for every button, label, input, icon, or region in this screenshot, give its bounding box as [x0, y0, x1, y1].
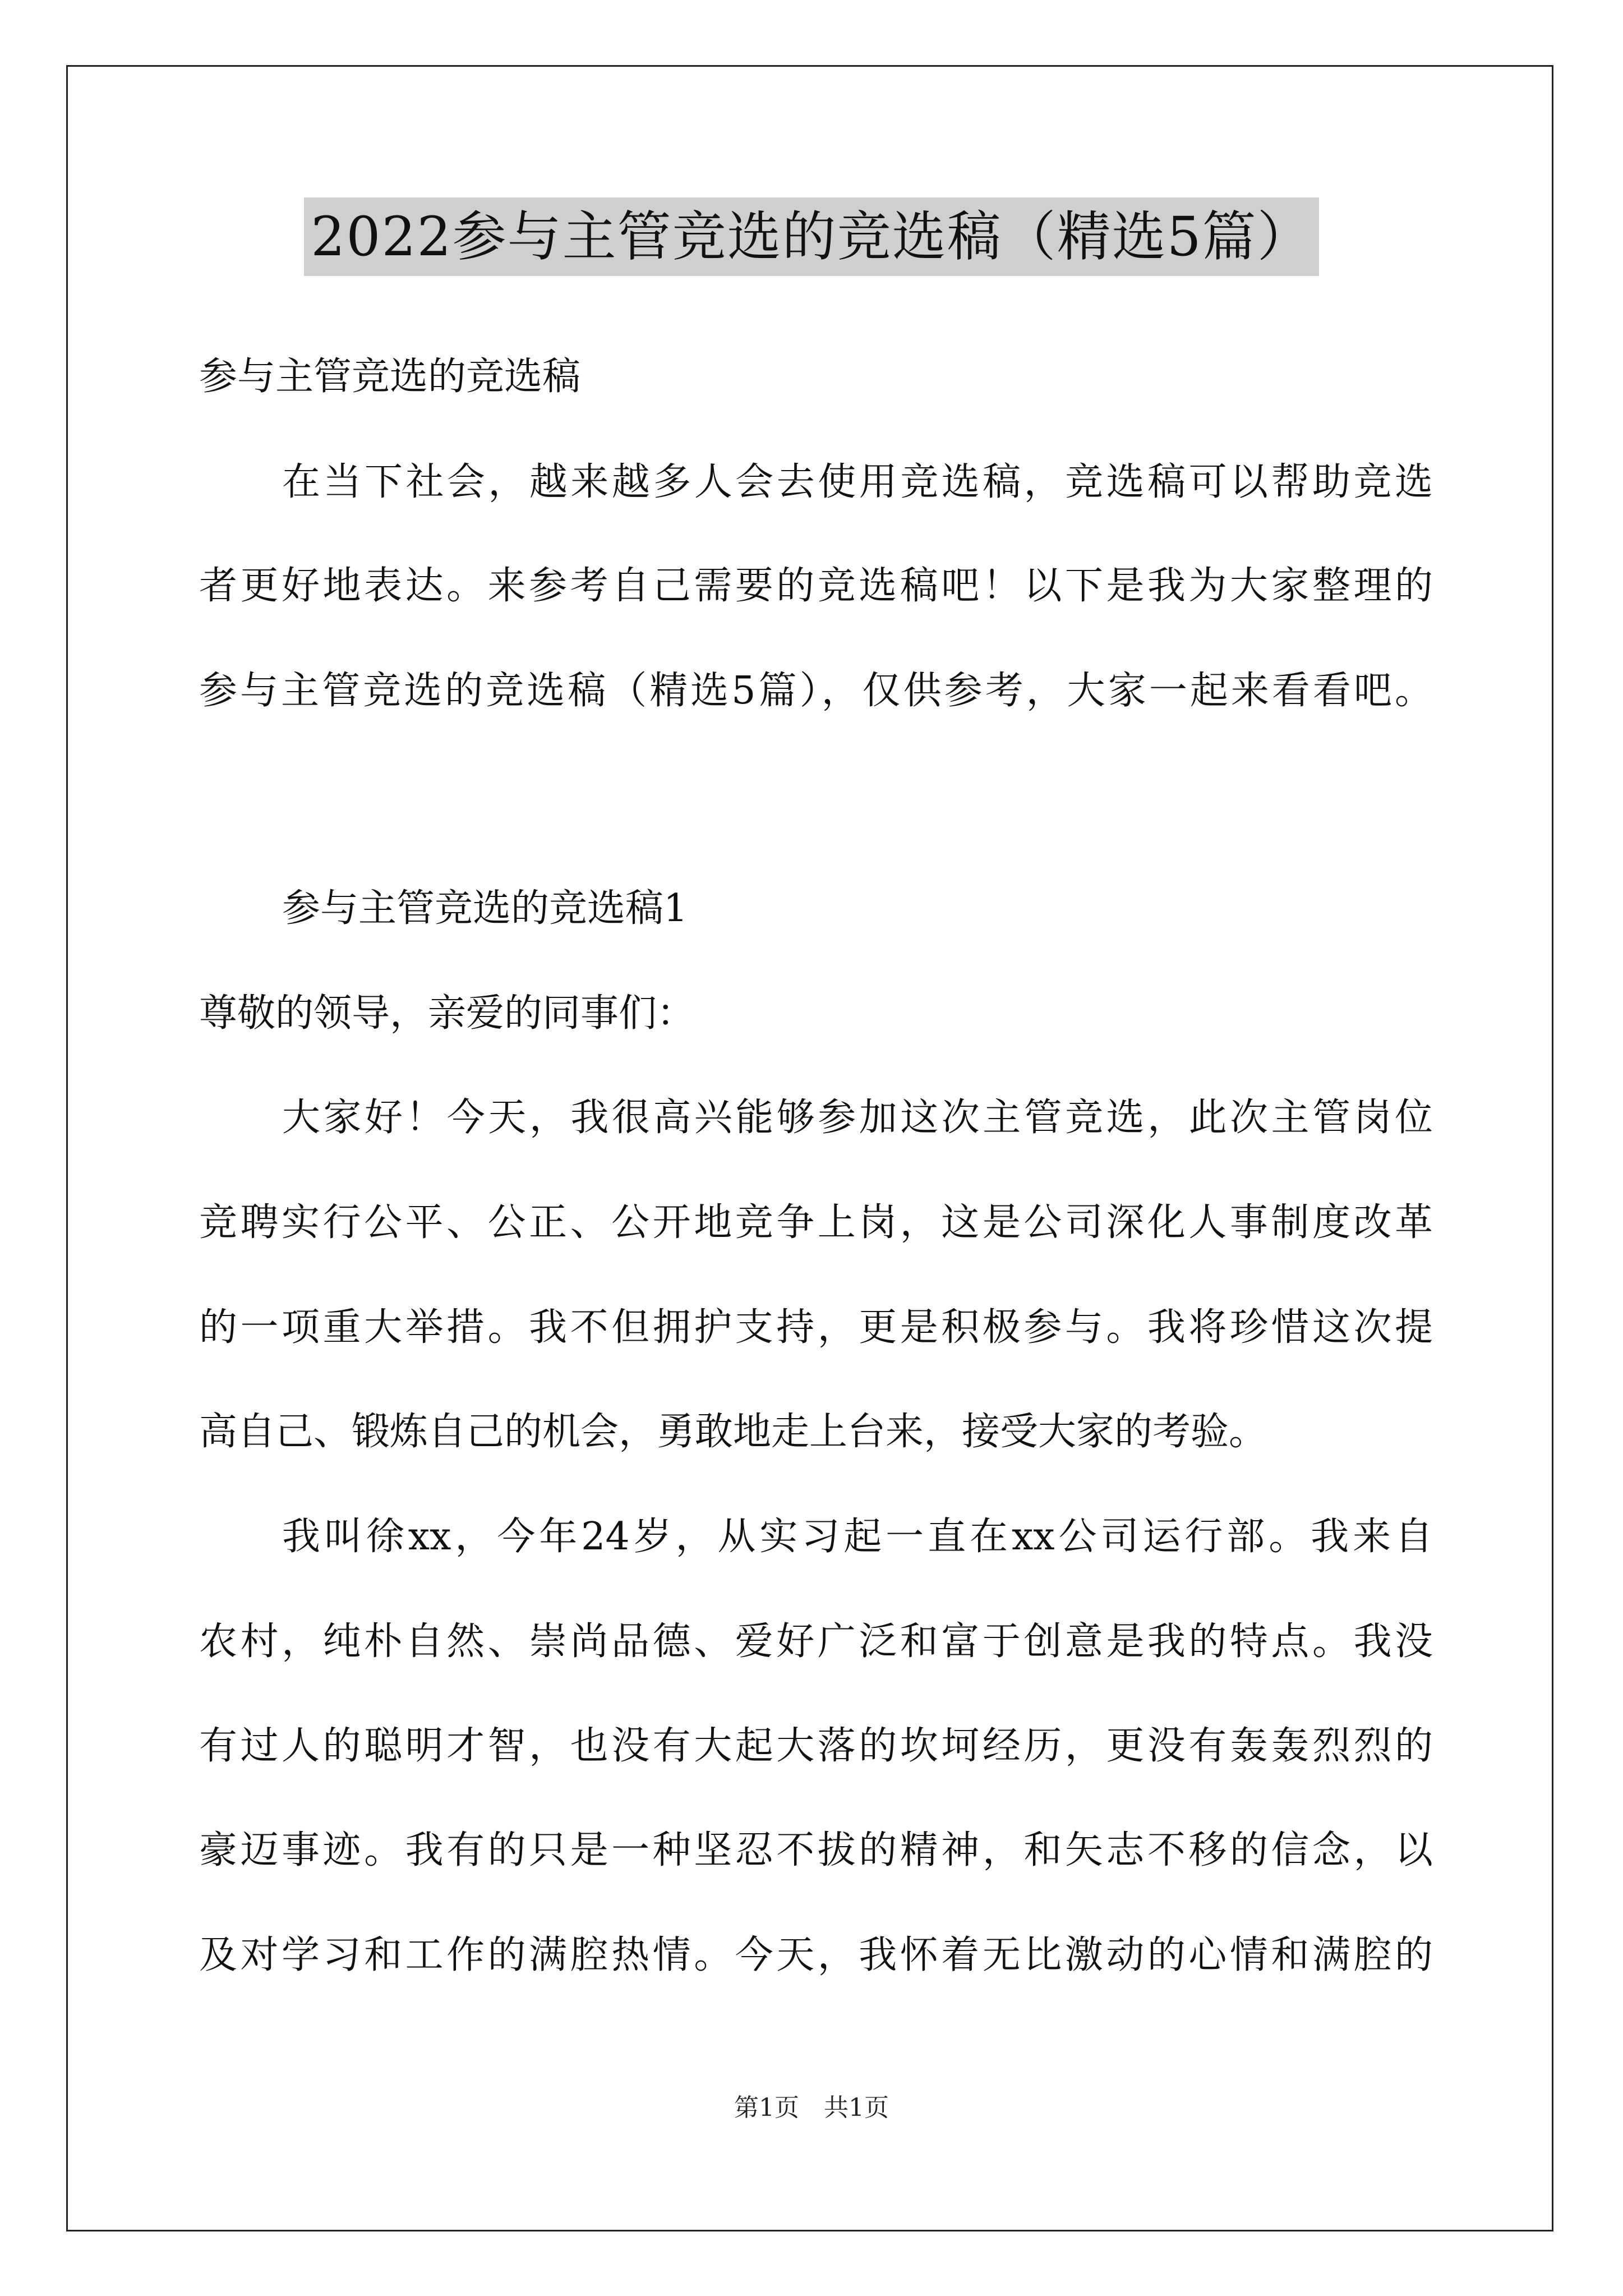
- para2-line-4: 豪迈事迹。我有的只是一种坚忍不拔的精神，和矢志不移的信念，以: [199, 1828, 1433, 1872]
- document-subtitle: 参与主管竞选的竞选稿: [199, 355, 581, 399]
- salutation: 尊敬的领导，亲爱的同事们：: [199, 991, 695, 1036]
- title-container: [0, 197, 1623, 276]
- document-title: 2022参与主管竞选的竞选稿（精选5篇）: [304, 197, 1318, 276]
- para2-line-2: 农村，纯朴自然、崇尚品德、爱好广泛和富于创意是我的特点。我没: [199, 1619, 1433, 1664]
- para1-line-4: 高自己、锻炼自己的机会，勇敢地走上台来，接受大家的考验。: [199, 1410, 1267, 1454]
- intro-line-3: 参与主管竞选的竞选稿（精选5篇），仅供参考，大家一起来看看吧。: [199, 669, 1433, 713]
- page-footer: 第1页 共1页: [734, 2093, 889, 2122]
- para1-line-1: 大家好！今天，我很高兴能够参加这次主管竞选，此次主管岗位: [282, 1096, 1433, 1140]
- section-heading: 参与主管竞选的竞选稿1: [282, 886, 688, 931]
- para2-line-5: 及对学习和工作的满腔热情。今天，我怀着无比激动的心情和满腔的: [199, 1933, 1433, 1977]
- para1-line-3: 的一项重大举措。我不但拥护支持，更是积极参与。我将珍惜这次提: [199, 1305, 1433, 1350]
- para1-line-2: 竞聘实行公平、公正、公开地竞争上岗，这是公司深化人事制度改革: [199, 1200, 1433, 1245]
- para2-line-3: 有过人的聪明才智，也没有大起大落的坎坷经历，更没有轰轰烈烈的: [199, 1724, 1433, 1768]
- intro-line-2: 者更好地表达。来参考自己需要的竞选稿吧！以下是我为大家整理的: [199, 564, 1433, 608]
- para2-line-1: 我叫徐xx，今年24岁，从实习起一直在xx公司运行部。我来自: [282, 1515, 1433, 1559]
- intro-line-1: 在当下社会，越来越多人会去使用竞选稿，竞选稿可以帮助竞选: [282, 460, 1433, 504]
